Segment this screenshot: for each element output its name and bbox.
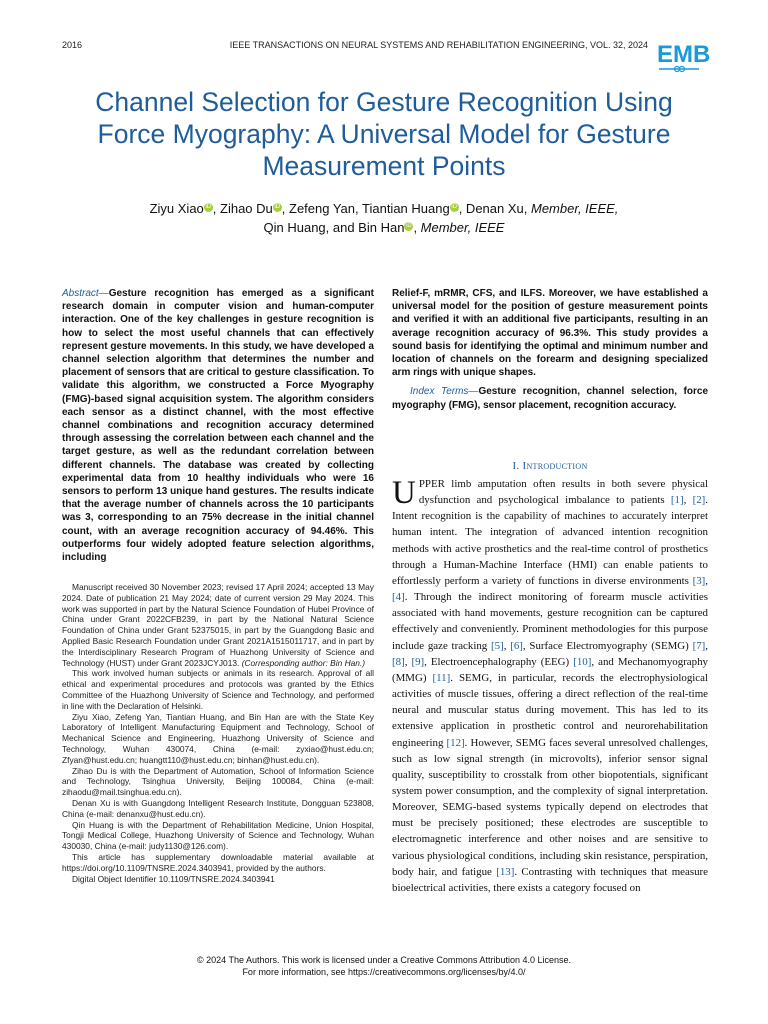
- first-word: PPER: [418, 478, 445, 490]
- orcid-icon[interactable]: iD: [274, 203, 281, 210]
- abstract: [62, 287, 374, 564]
- author-list: [60, 199, 708, 237]
- introduction-body: [392, 476, 708, 896]
- emb-logo: [655, 38, 711, 76]
- body-text: , and Mechanomyography (MMG): [392, 655, 708, 684]
- section-heading: [392, 460, 708, 472]
- body-text: . Intent recognition is the capability of machines to accurately interpret human intent. The integration of advanced intention recognition methods with active prosthetics and the real-time control of prosthetics through a Human-Machine Interface (HMI) can enable patients to effortlessly perform a variety of functions in diverse environments: [392, 494, 708, 587]
- orcid-icon[interactable]: iD: [451, 203, 458, 210]
- author-line-1: [60, 199, 708, 218]
- abstract-text: Gesture recognition has emerged as a significant research domain in computer vision and human-computer interaction. One of the key challenges in gesture recognition is how to select the most useful channels that can effectively represent gesture movements. In this study, we have developed a channel selection algorithm that determines the number and placement of sensors that are critical to gesture classification. To validate this algorithm, we constructed a Force Myography (FMG)-based signal acquisition system. The algorithm considers each sensor as a distinct channel, with the most effective channel combinations and recognition accuracy determined through assessing the correlation between each channel and the target gesture, as well as the redundant correlation between different channels. The database was created by collecting experimental data from 10 healthy individuals who were 16 sensors to perform 13 unique hand gestures. The results indicate that the average number of channels across the 10 participants was 3, corresponding to an 75% decrease in the initial channel count, with an average recognition accuracy of 94.46%. This outperforms four widely adopted feature selection algorithms, including: [62, 288, 374, 564]
- abstract-continued-text: Relief-F, mRMR, CFS, and ILFS. Moreover, we have established a universal model for the position of gesture measurement points and verified it with an additional five participants, resulting in an average recognition accuracy of 96.3%. This study provides a sound basis for identifying the optimal and minimum number and location of channels on the forearm and designing specialized arm rings with unique shapes.: [392, 288, 708, 379]
- footnote-supplementary: This article has supplementary downloadable material available at https://doi.org/10.1109/TNSRE.2024.3403941, provided by the authors.: [62, 851, 374, 873]
- footnote-doi: Digital Object Identifier 10.1109/TNSRE.2024.3403941: [72, 873, 275, 884]
- citation-link[interactable]: [4]: [392, 591, 405, 604]
- license-footer: [0, 954, 768, 978]
- index-terms-label: Index Terms—: [410, 386, 479, 398]
- citation-link[interactable]: [1]: [670, 494, 684, 507]
- license-link-line: For more information, see https://creativecommons.org/licenses/by/4.0/: [242, 967, 526, 977]
- citation-link[interactable]: [5]: [491, 639, 504, 652]
- body-text: ,: [705, 639, 708, 652]
- member-label: Member, IEEE,: [530, 201, 619, 216]
- orcid-icon[interactable]: iD: [205, 203, 212, 210]
- author-text: , Zefeng Yan, Tiantian Huang: [281, 201, 450, 216]
- license-line: © 2024 The Authors. This work is licensed under a Creative Commons Attribution 4.0 License.: [197, 955, 571, 965]
- index-terms-text: Gesture recognition, channel selection, force myography (FMG), sensor placement, recognition accuracy.: [392, 386, 709, 411]
- footnote-text: Manuscript received 30 November 2023; revised 17 April 2024; accepted 13 May 2024. Date of publication 21 May 2024; date of current version 29 May 2024. This work was supported in part by the Natural Science Foundation of Hubei Province of China under Grant 2022CFB239, in part by the National Natural Science Foundation of China under Grant 52375015, in part by the Guangdong Basic and Applied Basic Research Foundation under Grant 2021A1515011717, and in part by the Interdisciplinary Research Program of Huazhong University of Science and Technology (HUST) under Grant 2023JCYJ013.: [62, 582, 374, 668]
- citation-link[interactable]: [13]: [496, 865, 515, 878]
- body-text: , Electroencephalography (EEG): [424, 655, 574, 668]
- footnote-affiliation: Zihao Du is with the Department of Automation, School of Information Science and Technology, Tsinghua University, Beijing 100084, China (e-mail: zihaodu@mail.tsinghua.edu.cn).: [62, 765, 374, 798]
- footnote-ethics: This work involved human subjects or animals in its research. Approval of all ethical and experimental procedures and protocols was granted by the Ethics Committee of the Huazhong University of Science and Technology, and performed in line with the Declaration of Helsinki.: [62, 668, 374, 711]
- body-text: . However, SEMG faces several unresolved challenges, such as low signal strength (in microvolts), inferior sensor signal quality, susceptibility to crosstalk from other biopotentials, significant system power consumption, and the complexity of signal interpretation. Moreover, SEMG-based systems typically depend on electrodes that must be precisely positioned; these electrodes are susceptible to electromagnetic interference and other noises and are sensitive to various physiological conditions, including skin resistance, perspiration, body hair, and fatigue: [392, 736, 708, 878]
- citation-link[interactable]: [3]: [692, 574, 706, 587]
- abstract-continued: [392, 287, 708, 412]
- footnote-affiliation: Ziyu Xiao, Zefeng Yan, Tiantian Huang, and Bin Han are with the State Key Laboratory of Intelligent Manufacturing Equipment and Technology, School of Mechanical Science and Engineering, Huazhong University of Science and Technology, Wuhan 430074, China (e-mail: zyxiao@hust.edu.cn; Zfyan@hust.edu.cn; huangtt110@hust.edu.cn; binhan@hust.edu.cn).: [62, 711, 374, 765]
- orcid-icon[interactable]: iD: [406, 222, 412, 229]
- author-text: Qin Huang, and Bin Han: [263, 220, 405, 235]
- page-number: 2016: [62, 40, 83, 50]
- citation-link[interactable]: [9]: [411, 655, 425, 668]
- citation-link[interactable]: [12]: [446, 736, 465, 749]
- emb-logo-icon: [655, 38, 711, 76]
- citation-link[interactable]: [11]: [432, 671, 451, 684]
- svg-text:EMB: EMB: [657, 41, 711, 68]
- body-text: . Through the indirect monitoring of forearm muscle activities associated with hand movements, gesture recognition can be captured effectively and conveniently. Prominent methodologies for this purpose include gaze tracking: [392, 591, 708, 652]
- body-text: ,: [683, 494, 693, 507]
- body-text: . SEMG, in particular, records the electrophysiological activities of muscle tissues, offering a direct reflection of the real-time neural and muscular status during movement. This has led to its extensive application in prosthetic control and neurorehabilitation engineering: [392, 671, 708, 749]
- author-text: ,: [413, 220, 421, 235]
- footnote-manuscript: [62, 582, 374, 668]
- footnote-affiliation: Denan Xu is with Guangdong Intelligent Research Institute, Dongguan 523808, China (e-mail: denanxu@hust.edu.cn).: [62, 797, 374, 819]
- body-text: , Surface Electromyography (SEMG): [522, 639, 693, 652]
- body-text: ,: [705, 574, 708, 587]
- paper-title: Channel Selection for Gesture Recognition Using Force Myography: A Universal Model for Gesture Measurement Points: [95, 87, 673, 181]
- citation-link[interactable]: [6]: [510, 639, 523, 652]
- body-text: ,: [404, 655, 412, 668]
- footnotes: [62, 582, 374, 884]
- author-text: Ziyu Xiao: [149, 201, 204, 216]
- citation-link[interactable]: [2]: [692, 494, 706, 507]
- citation-link[interactable]: [7]: [692, 639, 706, 652]
- body-text: ,: [503, 639, 511, 652]
- index-terms: [392, 385, 708, 411]
- member-label: Member, IEEE: [420, 220, 505, 235]
- abstract-label: Abstract—: [62, 288, 109, 299]
- section-number: I.: [512, 460, 520, 472]
- section-title: Introduction: [522, 460, 588, 472]
- corresponding-author: (Corresponding author: Bin Han.): [241, 657, 366, 668]
- body-text: limb amputation often results in both severe physical dysfunction and psychological imbalance to patients: [418, 478, 708, 507]
- citation-link[interactable]: [10]: [573, 655, 592, 668]
- drop-cap: U: [392, 475, 416, 511]
- author-text: , Denan Xu,: [458, 201, 531, 216]
- body-text: . Contrasting with techniques that measure bioelectrical activities, there exists a category focused on: [392, 865, 708, 894]
- journal-name: IEEE TRANSACTIONS ON NEURAL SYSTEMS AND REHABILITATION ENGINEERING, VOL. 32, 2024: [229, 40, 648, 50]
- citation-link[interactable]: [8]: [392, 655, 405, 668]
- author-text: , Zihao Du: [212, 201, 273, 216]
- running-header: [62, 40, 648, 50]
- author-line-2: [60, 218, 708, 237]
- footnote-affiliation: Qin Huang is with the Department of Rehabilitation Medicine, Union Hospital, Tongji Medical College, Huazhong University of Science and Technology, Wuhan 430030, China (e-mail: judy1130@126.com).: [62, 819, 374, 852]
